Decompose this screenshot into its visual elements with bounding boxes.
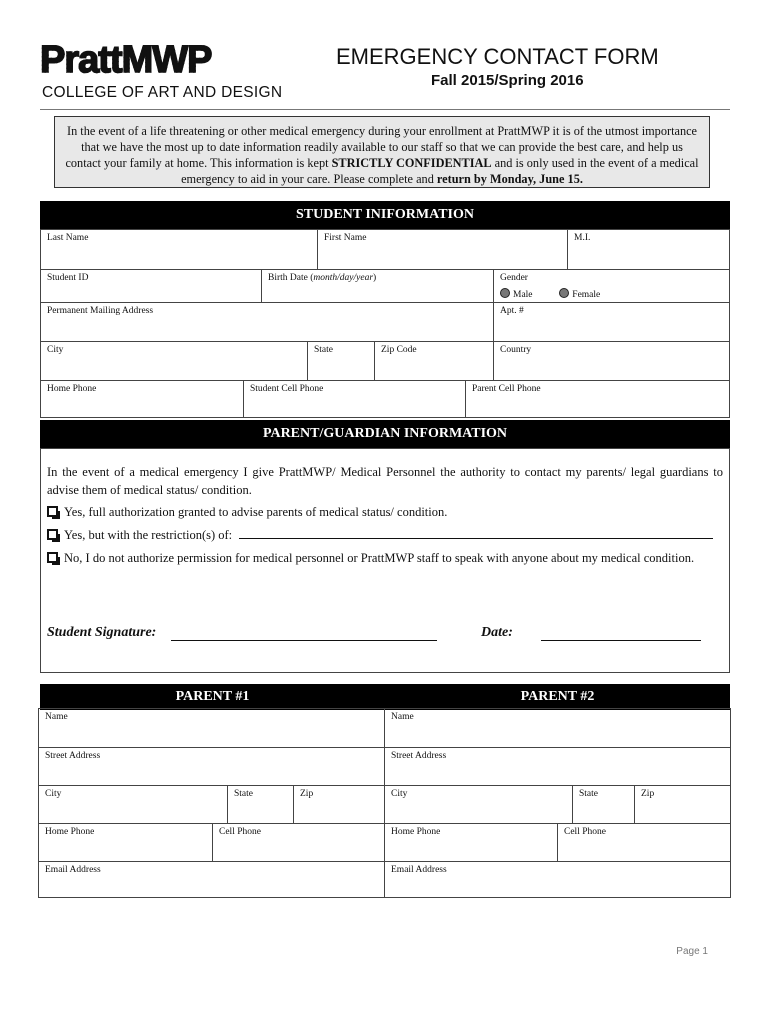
home-phone-label: Home Phone [47, 384, 97, 394]
student-cell-field[interactable] [243, 380, 465, 418]
birth-date-format: month/day/year [313, 273, 374, 283]
zip-code-field[interactable] [374, 341, 493, 380]
parent-1-name-field[interactable] [39, 709, 384, 747]
parent-1-state-label: State [234, 789, 253, 799]
parent-1-state-field[interactable] [227, 785, 293, 823]
option-full-authorization[interactable] [47, 505, 447, 520]
parent-1-city-field[interactable] [39, 785, 227, 823]
parent-2-header: PARENT #2 [520, 689, 595, 704]
zip-code-label: Zip Code [381, 345, 417, 355]
date-line[interactable] [541, 625, 701, 641]
form-title: EMERGENCY CONTACT FORM [336, 44, 659, 69]
parent-2-name-field[interactable] [384, 709, 730, 747]
parent-1-zip-label: Zip [300, 789, 314, 799]
last-name-field[interactable] [41, 230, 317, 269]
birth-date-field[interactable]: Birth Date (month/day/year) [261, 269, 493, 302]
header-divider [40, 109, 730, 110]
male-label: Male [513, 290, 533, 300]
checkbox-icon[interactable] [47, 552, 58, 563]
student-info-grid [40, 229, 730, 418]
parent-cell-field[interactable] [465, 380, 730, 418]
parent-1-home-phone-label: Home Phone [45, 827, 95, 837]
country-label: Country [500, 345, 532, 355]
checkbox-icon[interactable] [47, 506, 58, 517]
parent-2-email-label: Email Address [391, 865, 447, 875]
option-2-label: Yes, but with the restriction(s) of: [64, 528, 233, 542]
mailing-address-label: Permanent Mailing Address [47, 306, 154, 316]
parent-cell-label: Parent Cell Phone [472, 384, 541, 394]
female-radio[interactable] [559, 288, 569, 298]
parent-1-street-label: Street Address [45, 751, 101, 761]
parent-2-state-field[interactable] [572, 785, 634, 823]
parent-2-home-phone-label: Home Phone [391, 827, 441, 837]
form-term: Fall 2015/Spring 2016 [431, 72, 584, 89]
country-field[interactable] [493, 341, 730, 380]
parent-1-header: PARENT #1 [175, 689, 250, 704]
parent-1-home-phone-field[interactable] [39, 823, 212, 861]
apt-field[interactable] [493, 302, 730, 341]
parent-2-name-label: Name [391, 712, 414, 722]
guardian-intro: In the event of a medical emergency I give PrattMWP/ Medical Personnel the authority to contact my parents/ legal guardians to advise them of medical status/ condition. [47, 465, 723, 497]
parent-2-city-field[interactable] [384, 785, 572, 823]
option-3-label: No, I do not authorize permission for medical personnel or PrattMWP staff to speak with anyone about my medical condition. [64, 551, 695, 565]
page-number: Page 1 [676, 946, 708, 957]
checkbox-icon[interactable] [47, 529, 58, 540]
parent-1-email-label: Email Address [45, 865, 101, 875]
student-id-label: Student ID [47, 273, 89, 283]
student-section-header: STUDENT INIFORMATION [40, 201, 730, 229]
mi-field[interactable] [567, 230, 730, 269]
parent-1-cell-phone-field[interactable] [212, 823, 384, 861]
parent-2-zip-label: Zip [641, 789, 655, 799]
parent-1-email-field[interactable] [39, 861, 384, 898]
parent-1-zip-field[interactable] [293, 785, 384, 823]
male-radio[interactable] [500, 288, 510, 298]
parent-1-city-label: City [45, 789, 62, 799]
option-no-authorization[interactable] [47, 551, 694, 566]
restriction-line[interactable] [239, 538, 713, 539]
parent-2-city-label: City [391, 789, 408, 799]
option-restricted[interactable] [47, 528, 723, 543]
parent-2-state-label: State [579, 789, 598, 799]
student-signature-label: Student Signature: [47, 625, 157, 640]
gender-field [493, 269, 730, 302]
guardian-box [40, 448, 730, 673]
student-id-field[interactable] [41, 269, 261, 302]
guardian-section-header: PARENT/GUARDIAN INFORMATION [40, 420, 730, 448]
gender-label: Gender [500, 273, 528, 283]
mi-label: M.I. [574, 233, 591, 243]
student-cell-label: Student Cell Phone [250, 384, 324, 394]
signature-line[interactable] [171, 625, 437, 641]
notice-box: In the event of a life threatening or other medical emergency during your enrollment at PrattMWP it is of the utmost importance that we have the most up to date information readily available to our staff so that we can provide the best care, and help us contact your family at home. This information is kept STRICTLY CONFIDENTIAL and is only used in the event of a medical emergency to aid in your care. Please complete and return by Monday, June 15. [54, 116, 710, 188]
last-name-label: Last Name [47, 233, 89, 243]
parent-1-cell-phone-label: Cell Phone [219, 827, 261, 837]
apt-label: Apt. # [500, 306, 524, 316]
logo-brand: PrattMWP [40, 39, 212, 81]
parent-2-cell-phone-label: Cell Phone [564, 827, 606, 837]
first-name-label: First Name [324, 233, 367, 243]
parent-2-cell-phone-field[interactable] [557, 823, 730, 861]
state-label: State [314, 345, 333, 355]
first-name-field[interactable] [317, 230, 567, 269]
option-1-label: Yes, full authorization granted to advise parents of medical status/ condition. [64, 505, 448, 519]
parent-1-name-label: Name [45, 712, 68, 722]
parent-1-street-field[interactable] [39, 747, 384, 785]
logo-subtitle: COLLEGE OF ART AND DESIGN [42, 84, 283, 101]
date-label: Date: [481, 625, 513, 640]
female-label: Female [572, 290, 601, 300]
parent-2-street-field[interactable] [384, 747, 730, 785]
parent-2-email-field[interactable] [384, 861, 730, 898]
mailing-address-field[interactable] [41, 302, 493, 341]
parents-grid [38, 708, 731, 898]
city-field[interactable] [41, 341, 307, 380]
parent-2-zip-field[interactable] [634, 785, 730, 823]
city-label: City [47, 345, 64, 355]
parent-2-street-label: Street Address [391, 751, 447, 761]
parent-2-home-phone-field[interactable] [384, 823, 557, 861]
home-phone-field[interactable] [41, 380, 243, 418]
state-field[interactable] [307, 341, 374, 380]
